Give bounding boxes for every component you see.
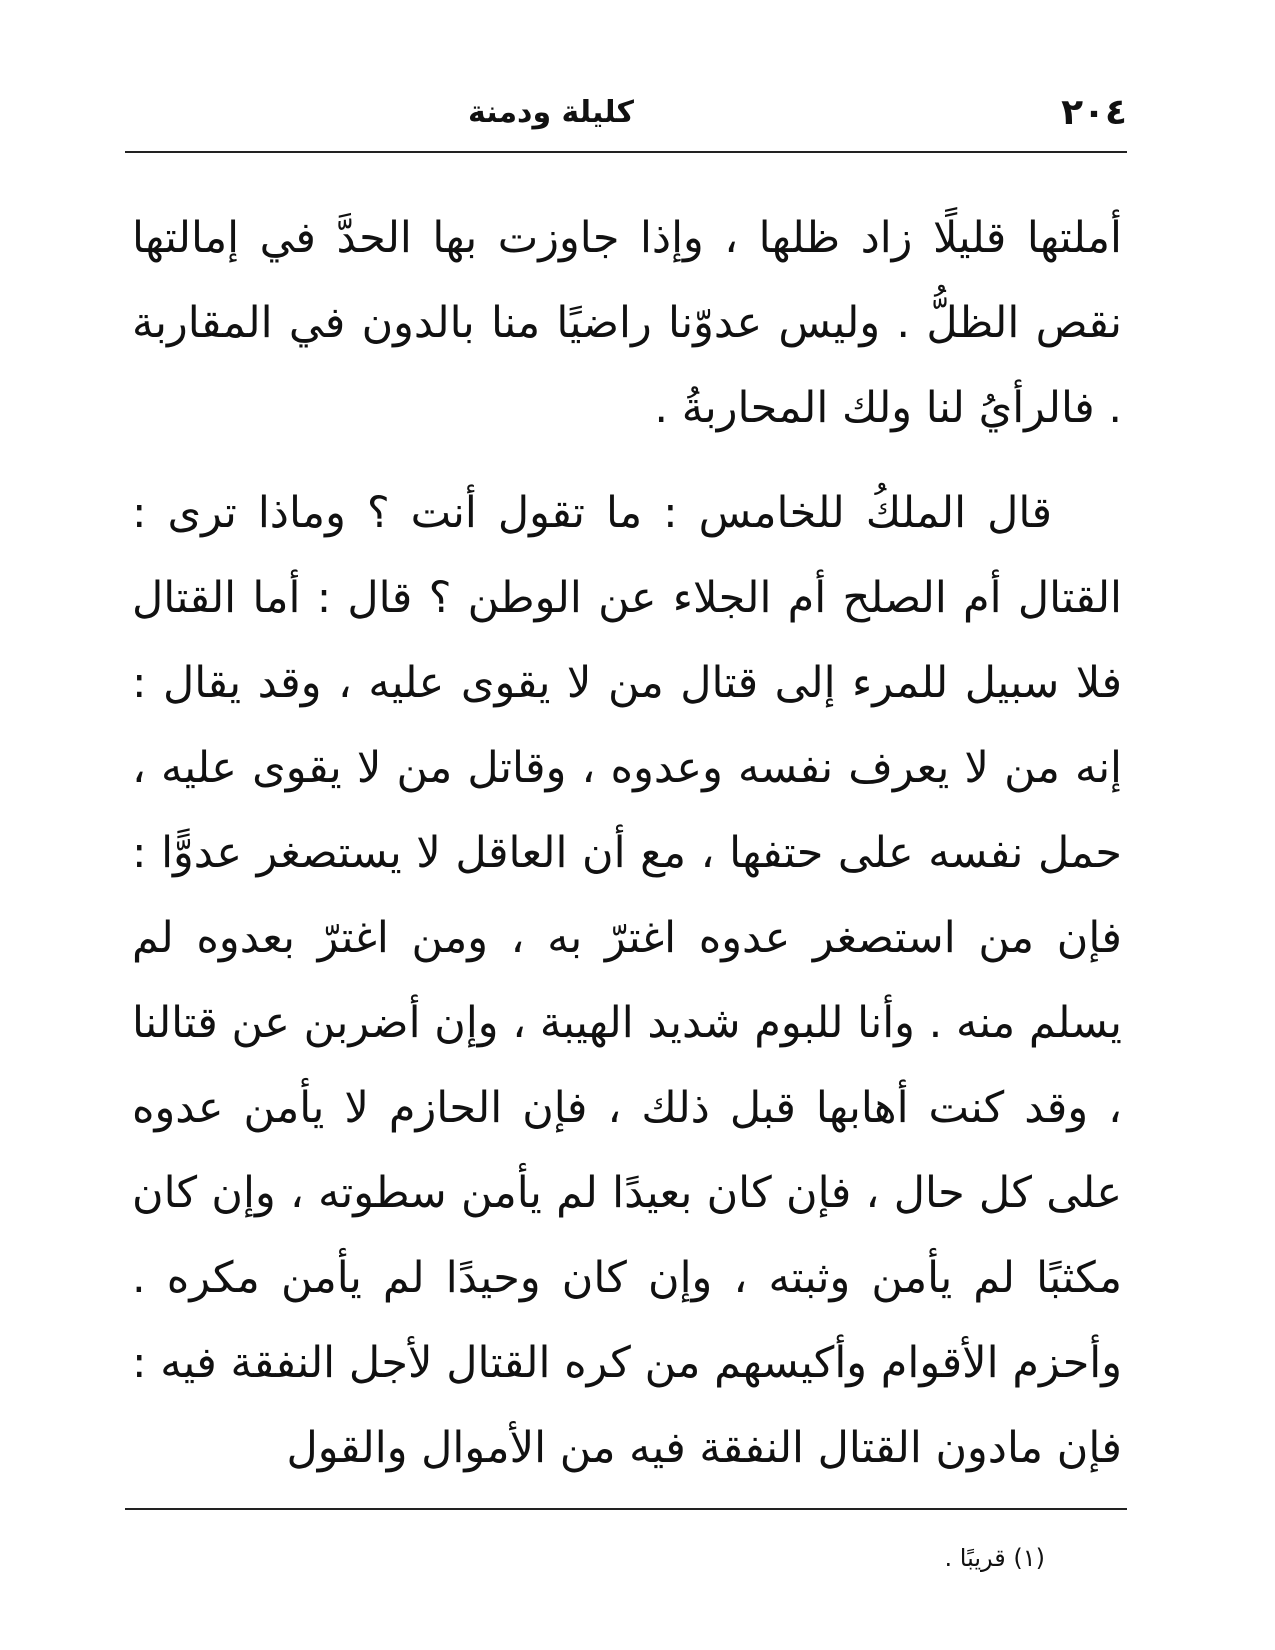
- footnote-divider: [125, 1508, 1127, 1510]
- page-number: ٢٠٤: [1061, 92, 1127, 133]
- running-title: كليلة ودمنة: [468, 95, 634, 130]
- header-divider: [125, 151, 1127, 153]
- body-text: [132, 196, 1122, 1491]
- paragraph: قال الملكُ للخامس : ما تقول أنت ؟ وماذا ترى : القتال أم الصلح أم الجلاء عن الوطن ؟ قال : أما القتال فلا سبيل للمرء إلى قتال من لا يقوى عليه ، وقد يقال : إنه من لا يعرف نفسه وعدوه ، وقاتل من لا يقوى عليه ، حمل نفسه على حتفها ، مع أن العاقل لا يستصغر عدوًّا : فإن من استصغر عدوه اغترّ به ، ومن اغترّ بعدوه لم يسلم منه . وأنا للبوم شديد الهيبة ، وإن أضربن عن قتالنا ، وقد كنت أهابها قبل ذلك ، فإن الحازم لا يأمن عدوه على كل حال ، فإن كان بعيدًا لم يأمن سطوته ، وإن كان مكثبًا لم يأمن وثبته ، وإن كان وحيدًا لم يأمن مكره . وأحزم الأقوام وأكيسهم من كره القتال لأجل النفقة فيه : فإن مادون القتال النفقة فيه من الأموال والقول: [132, 488, 1122, 1473]
- page-header: [125, 88, 1127, 138]
- footnote: (١) قريبًا .: [944, 1544, 1045, 1572]
- paragraph: أملتها قليلًا زاد ظلها ، وإذا جاوزت بها الحدَّ في إمالتها نقص الظلُّ . وليس عدوّنا راضيًا منا بالدون في المقاربة . فالرأيُ لنا ولك المحاربةُ .: [132, 213, 1122, 433]
